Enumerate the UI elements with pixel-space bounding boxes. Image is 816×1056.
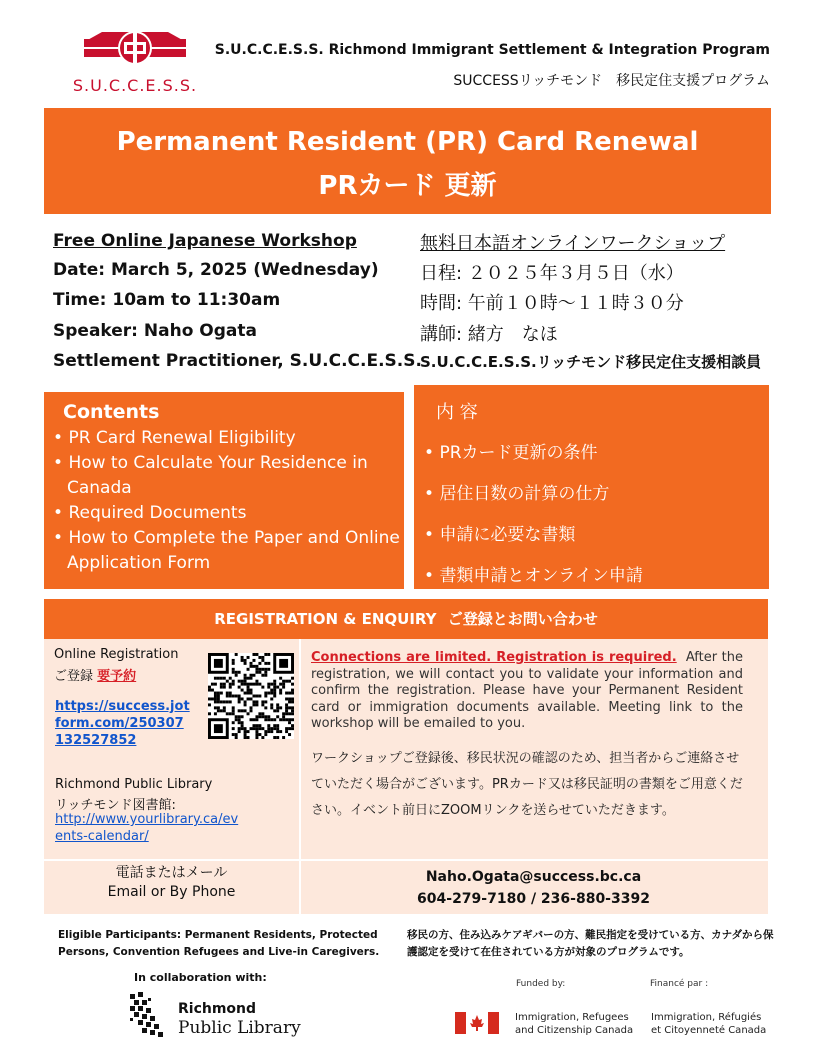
list-item: • PR Card Renewal Eligibility bbox=[44, 426, 404, 451]
list-item: • How to Complete the Paper and Online Application Form bbox=[44, 526, 404, 576]
divider bbox=[44, 859, 768, 861]
list-item: • 申請に必要な書類 bbox=[414, 520, 769, 545]
registration-header bbox=[44, 599, 768, 639]
date-ja: 日程: ２０２５年３月５日（水） bbox=[420, 263, 684, 284]
success-emblem-icon bbox=[70, 20, 200, 76]
contents-box-en bbox=[44, 392, 404, 589]
list-item: • 居住日数の計算の仕方 bbox=[414, 479, 769, 504]
qr-code[interactable] bbox=[208, 653, 294, 739]
registration-notice-ja: ワークショップご登録後、移民状況の確認のため、担当者からご連絡させていただく場合がございます。PRカード又は移民証明の書類をご用意ください。イベント前日にZOOMリンクを送らせていただきます。 bbox=[311, 751, 743, 818]
collaboration-label: In collaboration with: bbox=[134, 971, 267, 984]
library-logo-line1: Richmond bbox=[178, 1001, 257, 1017]
logo-text: S.U.C.C.E.S.S. bbox=[72, 76, 198, 95]
eligibility-ja: 移民の方、住み込みケアギバーの方、難民指定を受けている方、カナダから保護認定を受けて在住されている方が対象のプログラムです。 bbox=[407, 929, 774, 958]
list-item: • 書類申請とオンライン申請 bbox=[414, 561, 769, 586]
speaker-en: Speaker: Naho Ogata bbox=[53, 321, 257, 341]
list-item: • PRカード更新の条件 bbox=[414, 438, 769, 463]
workshop-label-ja: 無料日本語オンラインワークショップ bbox=[420, 233, 726, 254]
page-title-en: Permanent Resident (PR) Card Renewal bbox=[116, 127, 699, 157]
time-ja: 時間: 午前１０時～１１時３０分 bbox=[420, 293, 684, 314]
contact-label-en: Email or By Phone bbox=[107, 884, 236, 900]
page-title-ja: PRカード 更新 bbox=[318, 171, 497, 201]
speaker-role-en: Settlement Practitioner, S.U.C.C.E.S.S. bbox=[53, 351, 422, 371]
library-pixel-logo-icon bbox=[128, 990, 174, 1040]
speaker-role-ja: S.U.C.C.E.S.S.リッチモンド移民定住支援相談員 bbox=[420, 353, 762, 371]
online-registration-label-ja bbox=[54, 665, 136, 684]
ircc-fr bbox=[651, 1011, 766, 1037]
contact-label-ja: 電話またはメール bbox=[115, 865, 228, 881]
registration-header-ja: ご登録とお問い合わせ bbox=[447, 610, 598, 628]
contact-email[interactable]: Naho.Ogata@success.bc.ca bbox=[425, 869, 642, 885]
richmond-public-library-logo bbox=[128, 990, 308, 1040]
ircc-fr-line2: et Citoyenneté Canada bbox=[651, 1025, 767, 1036]
library-label-ja: リッチモンド図書館: bbox=[55, 798, 176, 813]
time-en: Time: 10am to 11:30am bbox=[53, 290, 281, 310]
registration-header-en: REGISTRATION & ENQUIRY bbox=[214, 610, 437, 628]
library-label: Richmond Public Library bbox=[55, 777, 213, 792]
success-logo bbox=[70, 20, 200, 100]
title-banner bbox=[44, 108, 771, 214]
qr-code-icon bbox=[208, 653, 294, 739]
ircc-fr-line1: Immigration, Réfugiés bbox=[651, 1012, 762, 1023]
library-events-link[interactable]: http://www.yourlibrary.ca/events-calendar/ bbox=[55, 812, 239, 844]
funded-by-label: Funded by: bbox=[516, 979, 566, 989]
list-item: • Required Documents bbox=[44, 501, 404, 526]
program-title-ja: SUCCESSリッチモンド 移民定住支援プログラム bbox=[453, 73, 770, 89]
contact-label bbox=[44, 864, 299, 902]
notice-highlight: Connections are limited. Registration is required. bbox=[311, 650, 677, 665]
registration-notice-en bbox=[311, 650, 743, 733]
contents-list-ja bbox=[414, 438, 769, 586]
speaker-ja: 講師: 緒方 なほ bbox=[420, 324, 558, 345]
workshop-label-en: Free Online Japanese Workshop bbox=[53, 231, 357, 251]
contents-heading-ja: 内 容 bbox=[436, 402, 478, 423]
finance-par-label: Financé par : bbox=[650, 979, 709, 989]
ircc-en bbox=[515, 1011, 633, 1037]
contents-heading-en: Contents bbox=[63, 401, 160, 423]
registration-label-ja: ご登録 bbox=[54, 669, 94, 684]
eligibility-en: Eligible Participants: Permanent Residents, Protected Persons, Convention Refugees and Live-in Caregivers. bbox=[58, 929, 380, 958]
ircc-en-line1: Immigration, Refugees bbox=[515, 1012, 629, 1023]
canada-flag-icon bbox=[455, 1012, 499, 1034]
program-title-en: S.U.C.C.E.S.S. Richmond Immigrant Settlement & Integration Program bbox=[214, 42, 770, 58]
required-badge: 要予約 bbox=[97, 669, 137, 684]
contents-box-ja bbox=[414, 385, 769, 589]
date-en: Date: March 5, 2025 (Wednesday) bbox=[53, 260, 379, 280]
notice-text: After the registration, we will contact you to validate your information and confirm the registration. Please have your Permanent Resident card or immigration documents available. Meeting link to the workshop will be emailed to you. bbox=[311, 650, 743, 731]
registration-form-link[interactable]: https://success.jotform.com/250307132527852 bbox=[55, 699, 190, 748]
library-logo-line2: Public Library bbox=[178, 1018, 301, 1038]
contents-list-en bbox=[44, 426, 404, 576]
online-registration-label: Online Registration bbox=[54, 647, 179, 662]
contact-info bbox=[301, 866, 766, 910]
ircc-en-line2: and Citizenship Canada bbox=[515, 1025, 634, 1036]
contact-phones: 604-279-7180 / 236-880-3392 bbox=[417, 891, 650, 907]
maple-leaf-icon bbox=[455, 1012, 499, 1034]
list-item: • How to Calculate Your Residence in Canada bbox=[44, 451, 404, 501]
